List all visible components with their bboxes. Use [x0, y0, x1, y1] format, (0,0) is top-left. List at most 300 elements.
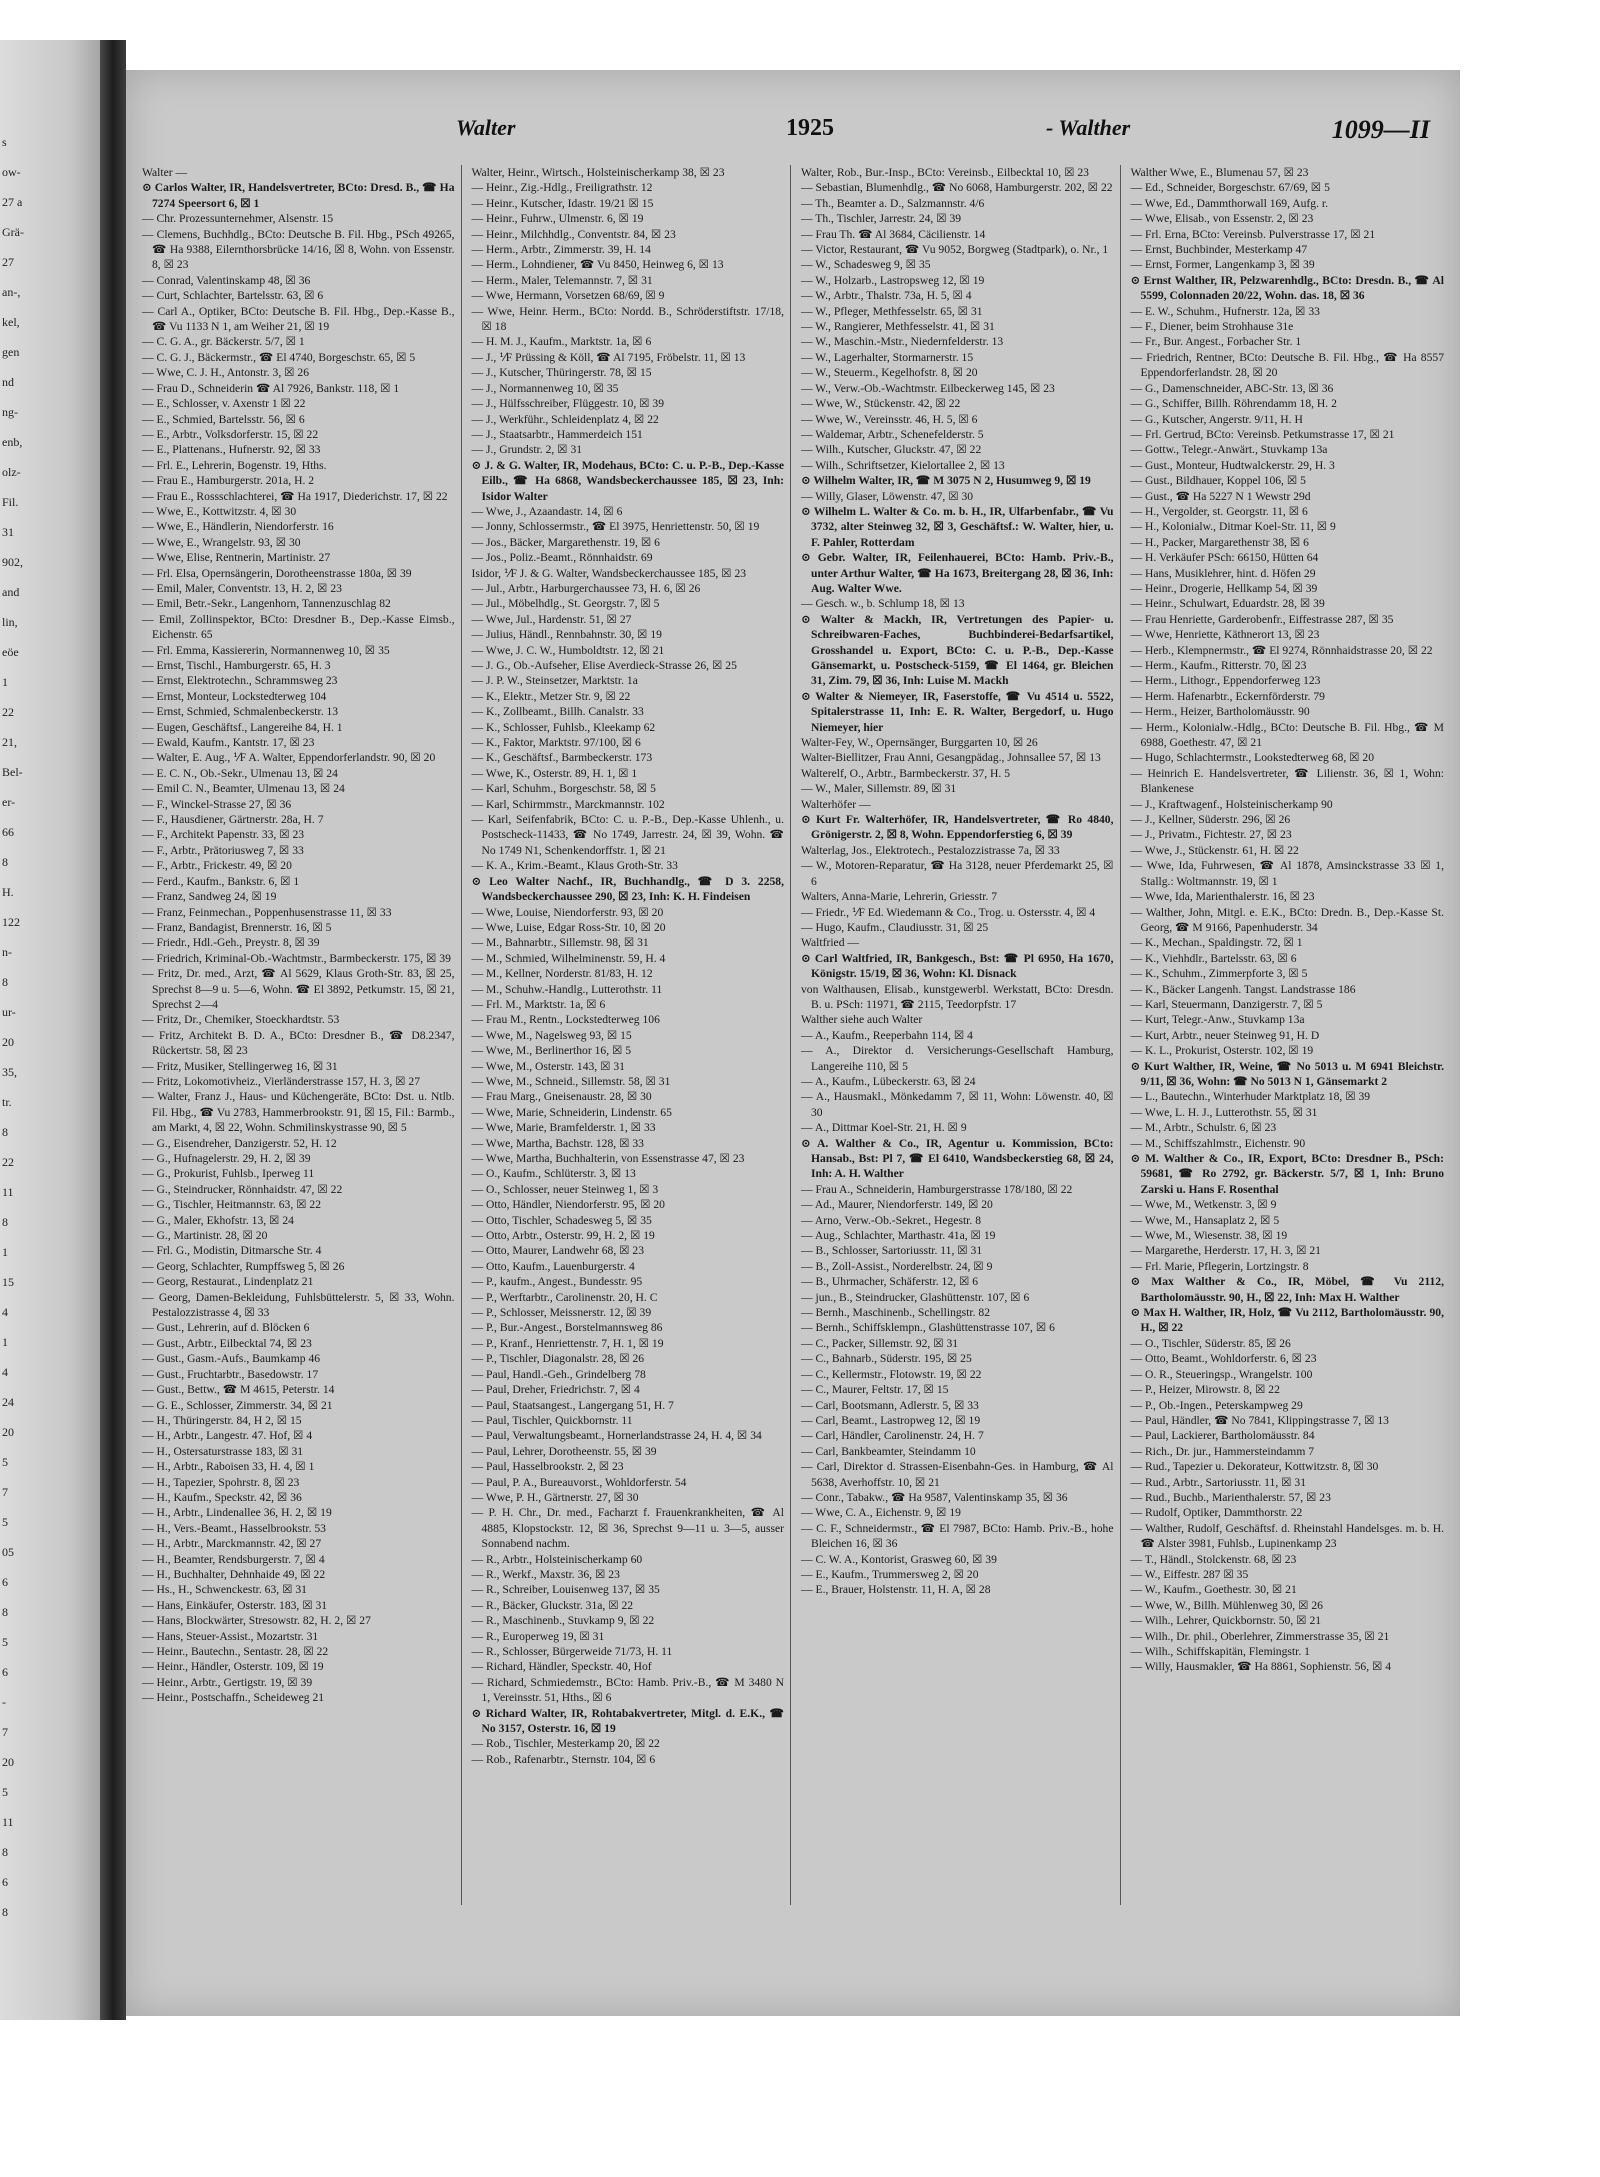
directory-entry: — Frau E., Hamburgerstr. 201a, H. 2 [142, 474, 315, 488]
directory-entry: — Paul, Lackierer, Bartholomäusstr. 84 [1130, 1429, 1315, 1443]
directory-entry: — M., Arbtr., Schulstr. 6, ☒ 23 [1130, 1121, 1277, 1135]
directory-entry: — Wwe, M., Berlinerthor 16, ☒ 5 [471, 1044, 632, 1058]
directory-entry: — W., Eiffestr. 287 ☒ 35 [1130, 1567, 1249, 1581]
margin-fragment: 31 [2, 525, 14, 539]
directory-entry: — Margarethe, Herderstr. 17, H. 3, ☒ 21 [1130, 1244, 1321, 1258]
directory-entry: — W., Steuerm., Kegelhofstr. 8, ☒ 20 [801, 366, 978, 380]
margin-fragment: Fil. [2, 495, 19, 509]
directory-entry: — Wwe, P. H., Gärtnerstr. 27, ☒ 30 [471, 1490, 639, 1504]
directory-entry: — Wwe, Luise, Edgar Ross-Str. 10, ☒ 20 [471, 920, 666, 934]
directory-entry: — Frl. Erna, BCto: Vereinsb. Pulverstrasse 17, ☒ 21 [1130, 227, 1376, 241]
directory-entry: — Herb., Klempnermstr., ☎ El 9274, Rönnhaidstrasse 20, ☒ 22 [1130, 643, 1433, 657]
directory-entry: — Herm., Lohndiener, ☎ Vu 8450, Heinweg 6, ☒ 13 [471, 258, 724, 272]
directory-entry: — W., Maler, Sillemstr. 89, ☒ 31 [801, 782, 957, 796]
directory-entry: — Paul, Tischler, Quickbornstr. 11 [471, 1413, 633, 1427]
directory-entry: — C., Maurer, Feltstr. 17, ☒ 15 [801, 1383, 949, 1397]
directory-entry: — G., Martinistr. 28, ☒ 20 [142, 1229, 268, 1243]
directory-entry: — Bernh., Maschinenb., Schellingstr. 82 [801, 1306, 991, 1320]
directory-entry: — Emil, Zollinspektor, BCto: Dresdner B., Dep.-Kasse Eimsb., Eichenstr. 65 [142, 612, 455, 642]
directory-entry: — Sebastian, Blumenhdlg., ☎ No 6068, Hamburgerstr. 202, ☒ 22 [801, 181, 1113, 195]
directory-entry: — Karl, Schirmmstr., Marckmannstr. 102 [471, 797, 665, 811]
directory-entry: — B., Uhrmacher, Schäferstr. 12, ☒ 6 [801, 1275, 979, 1289]
directory-entry: — Ed., Schneider, Borgeschstr. 67/69, ☒ 5 [1130, 181, 1330, 195]
directory-entry: — Hans, Steuer-Assist., Mozartstr. 31 [142, 1629, 319, 1643]
directory-entry: ⊙ Carlos Walter, IR, Handelsvertreter, BCto: Dresd. B., ☎ Ha 7274 Speersort 6, ☒ 1 [142, 181, 455, 210]
directory-entry: — Hugo, Schlachtermstr., Lookstedterweg 68, ☒ 20 [1130, 751, 1375, 765]
directory-entry: — Heinr., Bautechn., Sentastr. 28, ☒ 22 [142, 1645, 329, 1658]
directory-entry: Walterlag, Jos., Elektrotech., Pestalozzistrasse 7a, ☒ 33 [801, 843, 1060, 857]
directory-entry: — K. L., Prokurist, Osterstr. 102, ☒ 19 [1130, 1044, 1314, 1058]
directory-entry: — R., Schlosser, Bürgerweide 71/73, H. 11 [471, 1645, 673, 1658]
margin-fragment: 22 [2, 705, 14, 719]
directory-entry: — J., Normannenweg 10, ☒ 35 [471, 381, 619, 395]
margin-fragment: 11 [2, 1185, 14, 1199]
adjacent-page-edge [0, 40, 100, 2020]
margin-fragment: 6 [2, 1665, 8, 1679]
directory-entry: — R., Maschinenb., Stuvkamp 9, ☒ 22 [471, 1614, 655, 1628]
directory-entry: — H., Beamter, Rendsburgerstr. 7, ☒ 4 [142, 1552, 325, 1566]
directory-entry: — Carl, Direktor d. Strassen-Eisenbahn-Ges. in Hamburg, ☎ Al 5638, Averhoffstr. 10, ☒ 21 [801, 1460, 1114, 1489]
directory-entry: — Rud., Buchb., Marienthalerstr. 57, ☒ 23 [1130, 1490, 1331, 1504]
margin-fragment: 8 [2, 1845, 8, 1859]
directory-entry: — Gust., Lehrerin, auf d. Blöcken 6 [142, 1321, 310, 1335]
directory-entry: Walter-Biellitzer, Frau Anni, Gesangpädag., Johnsallee 57, ☒ 13 [801, 751, 1101, 765]
margin-fragment: nd [2, 375, 14, 389]
directory-entry: — Fritz, Architekt B. D. A., BCto: Dresdner B., ☎ D8.2347, Rückertstr. 58, ☒ 23 [142, 1028, 455, 1058]
directory-entry: — M., Schmied, Wilhelminenstr. 59, H. 4 [471, 951, 666, 965]
directory-entry: — Wwe, M., Hansaplatz 2, ☒ 5 [1130, 1213, 1280, 1227]
directory-entry: — F., Arbtr., Frickestr. 49, ☒ 20 [142, 859, 292, 873]
directory-entry: — R., Schreiber, Louisenweg 137, ☒ 35 [471, 1583, 660, 1597]
directory-entry: — Herm., Kaufm., Ritterstr. 70, ☒ 23 [1130, 659, 1307, 672]
directory-entry: — G., Kutscher, Angerstr. 9/11, H. H [1130, 412, 1303, 426]
directory-entry: ⊙ Kurt Fr. Walterhöfer, IR, Handelsvertreter, ☎ Ro 4840, Grönigerstr. 2, ☒ 8, Wohn. Eppendorferstieg 6, ☒ 39 [801, 813, 1114, 842]
directory-entry: — Franz, Bandagist, Brennerstr. 16, ☒ 5 [142, 920, 332, 934]
directory-entry: — R., Europerweg 19, ☒ 31 [471, 1629, 605, 1643]
directory-entry: — A., Direktor d. Versicherungs-Gesellschaft Hamburg, Langereihe 110, ☒ 5 [801, 1044, 1114, 1073]
directory-entry: — Paul, P. A., Bureauvorst., Wohldorferstr. 54 [471, 1475, 687, 1489]
directory-entry: — F., Hausdiener, Gärtnerstr. 28a, H. 7 [142, 813, 324, 827]
directory-entry: — G., Maler, Ekhofstr. 13, ☒ 24 [142, 1213, 294, 1227]
margin-fragment: 11 [2, 1815, 14, 1829]
directory-entry: — W., Kaufm., Goethestr. 30, ☒ 21 [1130, 1583, 1297, 1597]
directory-entry: — A., Kaufm., Lübeckerstr. 63, ☒ 24 [801, 1074, 976, 1088]
directory-entry: — Aug., Schlachter, Marthastr. 41a, ☒ 19 [801, 1229, 996, 1243]
directory-entry: — Clemens, Buchhdlg., BCto: Deutsche B. Fil. Hbg., PSch 49265, ☎ Ha 9388, Eilernthorsbrücke 14/16, ☒ 8, Wohn. von Essenstr. 8, ☒ 23 [142, 227, 455, 272]
directory-entry: Walterhöfer — [801, 797, 871, 811]
margin-fragment: 5 [2, 1635, 8, 1649]
margin-fragment: n- [2, 945, 12, 959]
directory-entry: — H., Buchhalter, Dehnhaide 49, ☒ 22 [142, 1567, 326, 1581]
directory-entry: — H., Ostersaturstrasse 183, ☒ 31 [142, 1444, 304, 1458]
directory-entry: — Rud., Arbtr., Sartoriusstr. 11, ☒ 31 [1130, 1475, 1307, 1489]
page-bottom-margin [126, 2016, 1460, 2177]
directory-entry: — Carl, Beamt., Lastropweg 12, ☒ 19 [801, 1413, 981, 1427]
directory-entry: — Wilh., Schiffskapitän, Flemingstr. 1 [1130, 1645, 1310, 1658]
directory-entry: — Wwe, C. A., Eichenstr. 9, ☒ 19 [801, 1506, 961, 1520]
margin-fragment: 8 [2, 1605, 8, 1619]
directory-entry: Walter, Heinr., Wirtsch., Holsteinischerkamp 38, ☒ 23 [471, 166, 725, 179]
directory-entry: — C., Kellermstr., Flotowstr. 19, ☒ 22 [801, 1367, 982, 1381]
directory-entry: — W., Verw.-Ob.-Wachtmstr. Eilbeckerweg 145, ☒ 23 [801, 381, 1055, 395]
directory-entry: — K., Schuhm., Zimmerpforte 3, ☒ 5 [1130, 967, 1308, 981]
directory-entry: — B., Schlosser, Sartoriusstr. 11, ☒ 31 [801, 1244, 983, 1258]
directory-entry: — H. M. J., Kaufm., Marktstr. 1a, ☒ 6 [471, 335, 652, 349]
directory-entry: — P., Schlosser, Meissnerstr. 12, ☒ 39 [471, 1306, 652, 1320]
directory-entry: — C. W. A., Kontorist, Grasweg 60, ☒ 39 [801, 1552, 997, 1566]
directory-entry: ⊙ Gebr. Walter, IR, Feilenhauerei, BCto: Hamb. Priv.-B., unter Arthur Walter, ☎ Ha 1673, Breitergang 28, ☒ 36, Inh: Aug. Walter Wwe. [801, 551, 1114, 595]
directory-entry: — Wwe, E., Wrangelstr. 93, ☒ 30 [142, 535, 301, 549]
directory-entry: — G., Prokurist, Fuhlsb., Iperweg 11 [142, 1167, 315, 1181]
directory-entry: — E., Brauer, Holstenstr. 11, H. A, ☒ 28 [801, 1583, 991, 1597]
directory-entry: — Ernst, Former, Langenkamp 3, ☒ 39 [1130, 258, 1315, 272]
margin-fragment: 8 [2, 855, 8, 869]
directory-entry: — Th., Beamter a. D., Salzmannstr. 4/6 [801, 196, 985, 210]
directory-entry: — Heinr., Postschaffn., Scheideweg 21 [142, 1691, 325, 1705]
directory-entry: ⊙ Leo Walter Nachf., IR, Buchhandlg., ☎ D 3. 2258, Wandsbeckerchaussee 290, ☒ 23, Inh: K. H. Findeisen [471, 874, 784, 904]
directory-entry: — Fr., Bur. Angest., Forbacher Str. 1 [1130, 335, 1302, 349]
directory-entry: — Franz, Sandweg 24, ☒ 19 [142, 890, 277, 904]
directory-page [126, 70, 1460, 2016]
margin-fragment: 8 [2, 1215, 8, 1229]
directory-entry: — K., Elektr., Metzer Str. 9, ☒ 22 [471, 689, 631, 703]
directory-entry: — Eugen, Geschäftsf., Langereihe 84, H. 1 [142, 720, 343, 734]
directory-entry: — J., Kraftwagenf., Holsteinischerkamp 90 [1130, 797, 1333, 811]
directory-entry: Walter — [142, 166, 188, 179]
directory-entry: — Herm., Kolonialw.-Hdlg., BCto: Deutsche B. Fil. Hbg., ☎ M 6988, Goethestr. 47, ☒ 21 [1130, 720, 1444, 750]
directory-entry: — J. G., Ob.-Aufseher, Elise Averdieck-Strasse 26, ☒ 25 [471, 659, 737, 672]
directory-entry: — K., Schlosser, Fuhlsb., Kleekamp 62 [471, 720, 656, 734]
directory-entry: — Walther, Rudolf, Geschäftsf. d. Rheinstahl Handelsges. m. b. H. ☎ Alster 3981, Fuhlsb., Lupinenkamp 23 [1130, 1521, 1444, 1551]
directory-entry: — C. G. A., gr. Bäckerstr. 5/7, ☒ 1 [142, 335, 305, 349]
directory-entry: — Walter, Franz J., Haus- und Küchengeräte, BCto: Dst. u. Ntlb. Fil. Hbg., ☎ Vu 2783, Hammerbrookstr. 91, ☒ 15, Fil.: Barmb., am Markt, 4, ☒ 22, Wohn. Schmilinskystrasse 90, ☒ 5 [142, 1090, 455, 1135]
directory-entry: — G., Tischler, Heitmannstr. 63, ☒ 22 [142, 1198, 322, 1212]
directory-entry: — Paul, Verwaltungsbeamt., Hornerlandstrasse 24, H. 4, ☒ 34 [471, 1429, 762, 1443]
directory-entry: Walther siehe auch Walter [801, 1013, 923, 1027]
directory-entry: — Frl. Emma, Kassiererin, Normannenweg 10, ☒ 35 [142, 643, 390, 657]
directory-entry: — H., Arbtr., Lindenallee 36, H. 2, ☒ 19 [142, 1506, 332, 1520]
directory-entry: — R., Bäcker, Gluckstr. 31a, ☒ 22 [471, 1598, 634, 1612]
margin-fragment: 20 [2, 1035, 14, 1049]
directory-entry: — Franz, Feinmechan., Poppenhusenstrasse 11, ☒ 33 [142, 905, 392, 919]
directory-entry: — Karl, Steuermann, Danzigerstr. 7, ☒ 5 [1130, 997, 1323, 1011]
directory-entry: — Paul, Handl.-Geh., Grindelberg 78 [471, 1367, 646, 1381]
margin-fragment: eöe [2, 645, 19, 659]
directory-entry: — P., Kranf., Henriettenstr. 7, H. 1, ☒ 19 [471, 1336, 664, 1350]
directory-entry: ⊙ Max Walther & Co., IR, Möbel, ☎ Vu 2112, Bartholomäusstr. 90, H., ☒ 22, Inh: Max H. Walther [1130, 1275, 1444, 1304]
page-number: 1099—II [1331, 115, 1430, 144]
directory-entry: — Paul, Dreher, Friedrichstr. 7, ☒ 4 [471, 1383, 640, 1397]
margin-fragment: 35, [2, 1065, 17, 1079]
directory-entry: — K., Mechan., Spaldingstr. 72, ☒ 1 [1130, 936, 1303, 950]
directory-entry: — C. F., Schneidermstr., ☎ El 7987, BCto: Hamb. Priv.-B., hohe Bleichen 16, ☒ 36 [801, 1521, 1114, 1551]
directory-entry: — G., Damenschneider, ABC-Str. 13, ☒ 36 [1130, 381, 1334, 395]
margin-fragment: an-, [2, 285, 21, 299]
directory-entry: — W., Lagerhalter, Stormarnerstr. 15 [801, 350, 974, 364]
directory-entry: — Gesch. w., b. Schlump 18, ☒ 13 [801, 597, 965, 611]
directory-entry: — Frau M., Rentn., Lockstedterweg 106 [471, 1013, 660, 1027]
directory-entry: — O., Tischler, Süderstr. 85, ☒ 26 [1130, 1336, 1291, 1350]
directory-entry: — Wwe, Martha, Bachstr. 128, ☒ 33 [471, 1136, 644, 1150]
directory-entry: — Heinr., Arbtr., Gertigstr. 19, ☒ 39 [142, 1675, 313, 1689]
directory-entry: — Wwe, M., Wiesenstr. 38, ☒ 19 [1130, 1229, 1288, 1243]
directory-entry: — Frl. Elsa, Opernsängerin, Dorotheenstrasse 180a, ☒ 39 [142, 566, 412, 580]
directory-entry: — K., Geschäftsf., Barmbeckerstr. 173 [471, 751, 653, 765]
directory-entry: — Ad., Maurer, Niendorferstr. 149, ☒ 20 [801, 1198, 993, 1212]
directory-entry: — Rob., Tischler, Mesterkamp 20, ☒ 22 [471, 1737, 660, 1751]
directory-entry: ⊙ Richard Walter, IR, Rohtabakvertreter, Mitgl. d. E.K., ☎ No 3157, Osterstr. 16, ☒ 19 [471, 1706, 784, 1736]
directory-entry: — G., Schiffer, Billh. Röhrendamm 18, H. 2 [1130, 397, 1337, 411]
margin-fragment: ow- [2, 165, 21, 179]
directory-entry: — Wwe, Martha, Buchhalterin, von Essenstrasse 47, ☒ 23 [471, 1152, 745, 1165]
directory-entry: — Gust., ☎ Ha 5227 N 1 Wewstr 29d [1130, 489, 1311, 503]
directory-entry: — Gust., Bildhauer, Koppel 106, ☒ 5 [1130, 474, 1306, 488]
directory-entry: — P., Bur.-Angest., Borstelmannsweg 86 [471, 1321, 663, 1335]
margin-fragment: 20 [2, 1755, 14, 1769]
margin-fragment: ur- [2, 1005, 16, 1019]
directory-entry: — Paul, Lehrer, Dorotheenstr. 55, ☒ 39 [471, 1444, 657, 1458]
directory-entry: — Hs., H., Schwenckestr. 63, ☒ 31 [142, 1583, 307, 1597]
directory-entry: — K., Faktor, Marktstr. 97/100, ☒ 6 [471, 736, 641, 750]
directory-entry: Waltfried — [801, 936, 859, 950]
directory-entry: — J., Privatm., Fichtestr. 27, ☒ 23 [1130, 828, 1292, 842]
directory-entry: — W., Rangierer, Methfesselstr. 41, ☒ 31 [801, 320, 995, 334]
directory-entry: — P., Ob.-Ingen., Peterskampweg 29 [1130, 1398, 1303, 1412]
directory-entry: — W., Schadesweg 9, ☒ 35 [801, 258, 931, 272]
directory-entry: — Jul., Arbtr., Harburgerchaussee 73, H. 6, ☒ 26 [471, 581, 701, 595]
directory-entry: — Carl, Bankbeamter, Steindamm 10 [801, 1444, 976, 1458]
directory-entry: — Gust., Gasm.-Aufs., Baumkamp 46 [142, 1352, 321, 1366]
directory-entry: — G., Eisendreher, Danzigerstr. 52, H. 12 [142, 1136, 337, 1150]
directory-entry: — E., Schlosser, v. Axenstr 1 ☒ 22 [142, 397, 306, 411]
directory-entry: — Wilh., Lehrer, Quickbornstr. 50, ☒ 21 [1130, 1614, 1322, 1628]
directory-entry: — Paul, Staatsangest., Langergang 51, H. 7 [471, 1398, 674, 1412]
margin-fragment: 8 [2, 1905, 8, 1919]
directory-entry: — Emil C. N., Beamter, Ulmenau 13, ☒ 24 [142, 782, 345, 796]
margin-fragment: 21, [2, 735, 17, 749]
directory-entry: — Wwe, M., Wetkenstr. 3, ☒ 9 [1130, 1198, 1277, 1212]
directory-entry: — E., Kaufm., Trummersweg 2, ☒ 20 [801, 1567, 979, 1581]
margin-fragment: er- [2, 795, 16, 809]
directory-entry: — H. Verkäufer PSch: 66150, Hütten 64 [1130, 551, 1319, 565]
directory-entry: — R., Werkf., Maxstr. 36, ☒ 23 [471, 1567, 620, 1581]
margin-fragment: 1 [2, 1245, 8, 1259]
directory-entry: — Kurt, Arbtr., neuer Steinweg 91, H. D [1130, 1028, 1320, 1042]
directory-entry: — Ernst, Schmied, Schmalenbeckerstr. 13 [142, 705, 339, 719]
margin-fragment: 1 [2, 675, 8, 689]
directory-entry: — Otto, Arbtr., Osterstr. 99, H. 2, ☒ 19 [471, 1229, 655, 1243]
directory-entry: — Gottw., Telegr.-Anwärt., Stuvkamp 13a [1130, 443, 1328, 457]
margin-fragment: 4 [2, 1365, 8, 1379]
margin-fragment: H. [2, 885, 14, 899]
directory-entry: — H., Kaufm., Speckstr. 42, ☒ 36 [142, 1490, 302, 1504]
directory-entry: ⊙ Kurt Walther, IR, Weine, ☎ No 5013 u. M 6941 Bleichstr. 9/11, ☒ 36, Wohn: ☎ No 5013 N 1, Gänsemarkt 2 [1130, 1059, 1444, 1088]
directory-entry: — H., Arbtr., Raboisen 33, H. 4, ☒ 1 [142, 1460, 315, 1474]
directory-entry: — Frau E., Rossschlachterei, ☎ Ha 1917, Diederichstr. 17, ☒ 22 [142, 489, 448, 503]
directory-entry: — W., Maschin.-Mstr., Niedernfelderstr. 13 [801, 335, 1004, 349]
directory-entry: — Arno, Verw.-Ob.-Sekret., Hegestr. 8 [801, 1213, 981, 1227]
directory-entry: — A., Kaufm., Reeperbahn 114, ☒ 4 [801, 1028, 973, 1042]
directory-entry: — Ernst, Elektrotechn., Schrammsweg 23 [142, 674, 338, 688]
directory-entry: — Wwe, J., Azaandastr. 14, ☒ 6 [471, 504, 623, 518]
directory-entry: — Frl. Gertrud, BCto: Vereinsb. Petkumstrasse 17, ☒ 21 [1130, 427, 1395, 441]
directory-entry: ⊙ Carl Waltfried, IR, Bankgesch., Bst: ☎ Pl 6950, Ha 1670, Königstr. 15/19, ☒ 36, Wohn: Kl. Disnack [801, 951, 1114, 981]
directory-entry: — Wwe, Heinr. Herm., BCto: Nordd. B., Schröderstiftstr. 17/18, ☒ 18 [471, 304, 784, 334]
directory-entry: Walter, Rob., Bur.-Insp., BCto: Vereinsb., Eilbecktal 10, ☒ 23 [801, 166, 1089, 179]
margin-fragment: 7 [2, 1485, 8, 1499]
directory-entry: — Otto, Tischler, Schadesweg 5, ☒ 35 [471, 1213, 652, 1227]
directory-entry: — M., Bahnarbtr., Sillemstr. 98, ☒ 31 [471, 936, 649, 950]
directory-entry: — Frau D., Schneiderin ☎ Al 7926, Bankstr. 118, ☒ 1 [142, 381, 400, 395]
directory-entry: Walters, Anna-Marie, Lehrerin, Griesstr. 7 [801, 890, 998, 904]
margin-fragment: - [2, 1695, 6, 1709]
margin-fragment: lin, [2, 615, 18, 629]
directory-entry: — Friedr., Hdl.-Geh., Preystr. 8, ☒ 39 [142, 936, 320, 950]
directory-entry: — A., Dittmar Koel-Str. 21, H. ☒ 9 [801, 1121, 967, 1135]
directory-entry: — P. H. Chr., Dr. med., Facharzt f. Frauenkrankheiten, ☎ Al 4885, Klopstockstr. 12, ☒ 36, Sprechst 9—11 u. 3—5, ausser Sonnabend nachm. [471, 1506, 784, 1551]
directory-entry: — M., Schiffszahlmstr., Eichenstr. 90 [1130, 1136, 1306, 1150]
directory-entry: — Ernst, Monteur, Lockstedterweg 104 [142, 689, 327, 703]
directory-entry: — Wwe, E., Händlerin, Niendorferstr. 16 [142, 520, 334, 534]
directory-entry: — Heinr., Schulwart, Eduardstr. 28, ☒ 39 [1130, 597, 1325, 611]
directory-entry: — Heinr., Milchhdlg., Conventstr. 84, ☒ 23 [471, 227, 676, 241]
directory-entry: — Frau Th. ☎ Al 3684, Cäcilienstr. 14 [801, 227, 986, 241]
directory-entry: — Friedr., ⅟F Ed. Wiedemann & Co., Trog. u. Ostersstr. 4, ☒ 4 [801, 905, 1096, 919]
running-head [126, 115, 1460, 155]
directory-entry: — Wwe, M., Nagelsweg 93, ☒ 15 [471, 1028, 632, 1042]
directory-entry: — K., Viehhdlr., Bartelsstr. 63, ☒ 6 [1130, 951, 1297, 965]
directory-entry: — Wwe, L. H. J., Lutterothstr. 55, ☒ 31 [1130, 1105, 1318, 1119]
directory-entry: — Wwe, W., Vereinsstr. 46, H. 5, ☒ 6 [801, 412, 978, 426]
margin-fragment: ng- [2, 405, 18, 419]
directory-entry: — E., Arbtr., Volksdorferstr. 15, ☒ 22 [142, 427, 319, 441]
directory-entry: — Wwe, Elisab., von Essenstr. 2, ☒ 23 [1130, 212, 1314, 226]
directory-entry: — Chr. Prozessunternehmer, Alsenstr. 15 [142, 212, 334, 226]
directory-entry: — Wwe, Ed., Dammthorwall 169, Aufg. r. [1130, 196, 1328, 210]
directory-entry: — Otto, Maurer, Landwehr 68, ☒ 23 [471, 1244, 645, 1258]
directory-entry: — G. E., Schlosser, Zimmerstr. 34, ☒ 21 [142, 1398, 333, 1412]
directory-entry: — Wwe, M., Schneid., Sillemstr. 58, ☒ 31 [471, 1074, 671, 1088]
margin-fragment: Bel- [2, 765, 23, 779]
directory-entry: — J., Werkführ., Schleidenplatz 4, ☒ 22 [471, 412, 659, 426]
directory-entry: — Heinrich E. Handelsvertreter, ☎ Lilienstr. 36, ☒ 1, Wohn: Blankenese [1130, 766, 1444, 796]
directory-entry: — Frl. E., Lehrerin, Bogenstr. 19, Hths. [142, 458, 327, 472]
directory-entry: — Otto, Händler, Niendorferstr. 95, ☒ 20 [471, 1198, 665, 1212]
directory-entry: — Rudolf, Optiker, Dammthorstr. 22 [1130, 1506, 1303, 1520]
directory-entry: — Wwe, W., Billh. Mühlenweg 30, ☒ 26 [1130, 1598, 1323, 1612]
directory-entry: — Willy, Glaser, Löwenstr. 47, ☒ 30 [801, 489, 974, 503]
directory-entry: — Wwe, K., Osterstr. 89, H. 1, ☒ 1 [471, 766, 638, 780]
margin-fragment: 20 [2, 1425, 14, 1439]
directory-entry: — Frau A., Schneiderin, Hamburgerstrasse 178/180, ☒ 22 [801, 1182, 1073, 1196]
directory-entry: — Friedrich, Kriminal-Ob.-Wachtmstr., Barmbeckerstr. 175, ☒ 39 [142, 951, 451, 965]
directory-entry: — Waldemar, Arbtr., Schenefelderstr. 5 [801, 427, 984, 441]
margin-fragment: gen [2, 345, 20, 359]
directory-entry: — Wilh., Schriftsetzer, Kielortallee 2, ☒ 13 [801, 458, 1005, 472]
directory-entry: — Emil, Maler, Conventstr. 13, H. 2, ☒ 23 [142, 581, 342, 595]
margin-fragment: 24 [2, 1395, 14, 1409]
directory-entry: — Heinr., Fuhrw., Ulmenstr. 6, ☒ 19 [471, 212, 644, 226]
directory-entry: — Gust., Arbtr., Eilbecktal 74, ☒ 23 [142, 1336, 312, 1350]
directory-entry: von Walthausen, Elisab., kunstgewerbl. Werkstatt, BCto: Dresdn. B. u. PSch: 11971, ☎ 2115, Teedorpfstr. 17 [801, 982, 1114, 1011]
directory-entry: — Wwe, W., Stückenstr. 42, ☒ 22 [801, 397, 961, 411]
directory-entry: — F., Arbtr., Prätoriusweg 7, ☒ 33 [142, 843, 304, 857]
directory-entry: — F., Architekt Papenstr. 33, ☒ 23 [142, 828, 305, 842]
directory-entry: — M., Schuhw.-Handlg., Lutterothstr. 11 [471, 982, 663, 996]
directory-entry: — Georg, Damen-Bekleidung, Fuhlsbüttelerstr. 5, ☒ 33, Wohn. Pestalozzistrasse 4, ☒ 33 [142, 1290, 455, 1320]
directory-entry: — Herm., Maler, Telemannstr. 7, ☒ 31 [471, 273, 653, 287]
directory-entry: — Frau Henriette, Garderobenfr., Eiffestrasse 287, ☒ 35 [1130, 612, 1394, 626]
directory-entry: — Walther, John, Mitgl. e. E.K., BCto: Dredn. B., Dep.-Kasse St. Georg, ☎ M 9166, Papenhuderstr. 34 [1130, 905, 1444, 934]
directory-entry: — J., ⅟F Prüssing & Köll, ☎ Al 7195, Fröbelstr. 11, ☒ 13 [471, 350, 746, 364]
directory-entry: — Richard, Schmiedemstr., BCto: Hamb. Priv.-B., ☎ M 3480 N 1, Vereinsstr. 51, Hths., ☒ 6 [471, 1675, 784, 1705]
directory-entry: — Frau Marg., Gneisenaustr. 28, ☒ 30 [471, 1090, 652, 1104]
directory-entry: — P., Tischler, Diagonalstr. 28, ☒ 26 [471, 1352, 645, 1366]
directory-entry: — Gust., Bettw., ☎ M 4615, Peterstr. 14 [142, 1383, 335, 1397]
directory-entry: — Fritz, Musiker, Stellingerweg 16, ☒ 31 [142, 1059, 338, 1073]
directory-entry: — Conrad, Valentinskamp 48, ☒ 36 [142, 273, 311, 287]
directory-entry: — Hans, Musiklehrer, hint. d. Höfen 29 [1130, 566, 1316, 580]
directory-entry: — C. G. J., Bäckermstr., ☎ El 4740, Borgeschstr. 65, ☒ 5 [142, 350, 416, 364]
directory-entry: — Julius, Händl., Rennbahnstr. 30, ☒ 19 [471, 628, 662, 642]
directory-entry: ⊙ Walter & Mackh, IR, Vertretungen des Papier- u. Schreibwaren-Faches, Buchbinderei-Bedarfsartikel, Grosshandel u. Export, BCto: C. u. P.-B., Dep.-Kasse Gänsemarkt, u. Postscheck-5159, ☎ El 1464, gr. Bleichen 31, Zim. 79, ☒ 36, Inh: Luise M. Mackh [801, 612, 1114, 688]
directory-entry: — E. C. N., Ob.-Sekr., Ulmenau 13, ☒ 24 [142, 766, 338, 780]
directory-entry: — J., Kutscher, Thüringerstr. 78, ☒ 15 [471, 366, 652, 380]
directory-entry: — Wwe, M., Osterstr. 143, ☒ 31 [471, 1059, 625, 1073]
book-binding [100, 40, 126, 2020]
margin-fragment: olz- [2, 465, 21, 479]
directory-entry: — Wwe, Louise, Niendorferstr. 93, ☒ 20 [471, 905, 664, 919]
directory-entry: — Frl. Marie, Pflegerin, Lortzingstr. 8 [1130, 1259, 1309, 1273]
directory-entry: — Otto, Beamt., Wohldorferstr. 6, ☒ 23 [1130, 1352, 1317, 1366]
directory-entry: — Victor, Restaurant, ☎ Vu 9052, Borgweg (Stadtpark), o. Nr., 1 [801, 243, 1109, 257]
directory-entry: — Wwe, Ida, Marienthalerstr. 16, ☒ 23 [1130, 890, 1315, 904]
directory-entry: — Herm., Heizer, Bartholomäusstr. 90 [1130, 705, 1310, 719]
directory-entry: — Heinr., Drogerie, Hellkamp 54, ☒ 39 [1130, 581, 1318, 595]
running-head-right: - Walther [1046, 115, 1131, 140]
directory-entry: — Georg, Schlachter, Rumpffsweg 5, ☒ 26 [142, 1259, 345, 1273]
directory-entry: — W., Arbtr., Thalstr. 73a, H. 5, ☒ 4 [801, 289, 972, 303]
directory-entry: — G., Hufnagelerstr. 29, H. 2, ☒ 39 [142, 1152, 311, 1165]
margin-fragment: 8 [2, 1125, 8, 1139]
directory-entry: — J., Hülfsschreiber, Flüggestr. 10, ☒ 39 [471, 397, 665, 411]
directory-entry: ⊙ M. Walther & Co., IR, Export, BCto: Dresdner B., PSch: 59681, ☎ Ro 2792, gr. Bäckerstr. 5/7, ☒ 1, Inh: Bruno Zarski u. Hans F. Rosenthal [1130, 1152, 1444, 1196]
margin-fragment: 5 [2, 1515, 8, 1529]
margin-fragment: 6 [2, 1875, 8, 1889]
directory-entry: — Richard, Händler, Speckstr. 40, Hof [471, 1660, 652, 1674]
column-2 [468, 165, 792, 1905]
directory-entry: — K., Bäcker Langenh. Tangst. Landstrasse 186 [1130, 982, 1356, 996]
directory-entry: — Wwe, Marie, Bramfelderstr. 1, ☒ 33 [471, 1121, 656, 1135]
margin-fragment: kel, [2, 315, 20, 329]
directory-entry: ⊙ Wilhelm L. Walter & Co. m. b. H., IR, Ulfarbenfabr., ☎ Vu 3732, alter Steinweg 32, ☒ 3, Geschäftsf.: W. Walter, hier, u. F. Pahler, Rotterdam [801, 504, 1114, 549]
directory-entry: — Rich., Dr. jur., Hammersteindamm 7 [1130, 1444, 1315, 1458]
directory-entry: — Georg, Restaurat., Lindenplatz 21 [142, 1275, 314, 1289]
directory-entry: — H., Vergolder, st. Georgstr. 11, ☒ 6 [1130, 504, 1308, 518]
directory-entry: — Heinr., Kutscher, Idastr. 19/21 ☒ 15 [471, 196, 654, 210]
directory-entry: — Curt, Schlachter, Bartelsstr. 63, ☒ 6 [142, 289, 324, 303]
directory-entry: Isidor, ⅟F J. & G. Walter, Wandsbeckerchaussee 185, ☒ 23 [471, 566, 747, 580]
directory-entry: — P., kaufm., Angest., Bundesstr. 95 [471, 1275, 643, 1289]
directory-entry: — Paul, Händler, ☎ No 7841, Klippingstrasse 7, ☒ 13 [1130, 1413, 1389, 1427]
directory-entry: — H., Tapezier, Spohrstr. 8, ☒ 23 [142, 1475, 300, 1489]
directory-entry: — Jos., Poliz.-Beamt., Rönnhaidstr. 69 [471, 551, 653, 565]
directory-entry: — A., Hausmakl., Mönkedamm 7, ☒ 11, Wohn: Löwenstr. 40, ☒ 30 [801, 1090, 1114, 1119]
directory-entry: — Ernst, Tischl., Hamburgerstr. 65, H. 3 [142, 659, 331, 672]
directory-entry: — Th., Tischler, Jarrestr. 24, ☒ 39 [801, 212, 962, 226]
directory-entry: — B., Zoll-Assist., Norderelbstr. 24, ☒ 9 [801, 1259, 993, 1273]
directory-entry: — Wwe, J., Stückenstr. 61, H. ☒ 22 [1130, 843, 1299, 857]
